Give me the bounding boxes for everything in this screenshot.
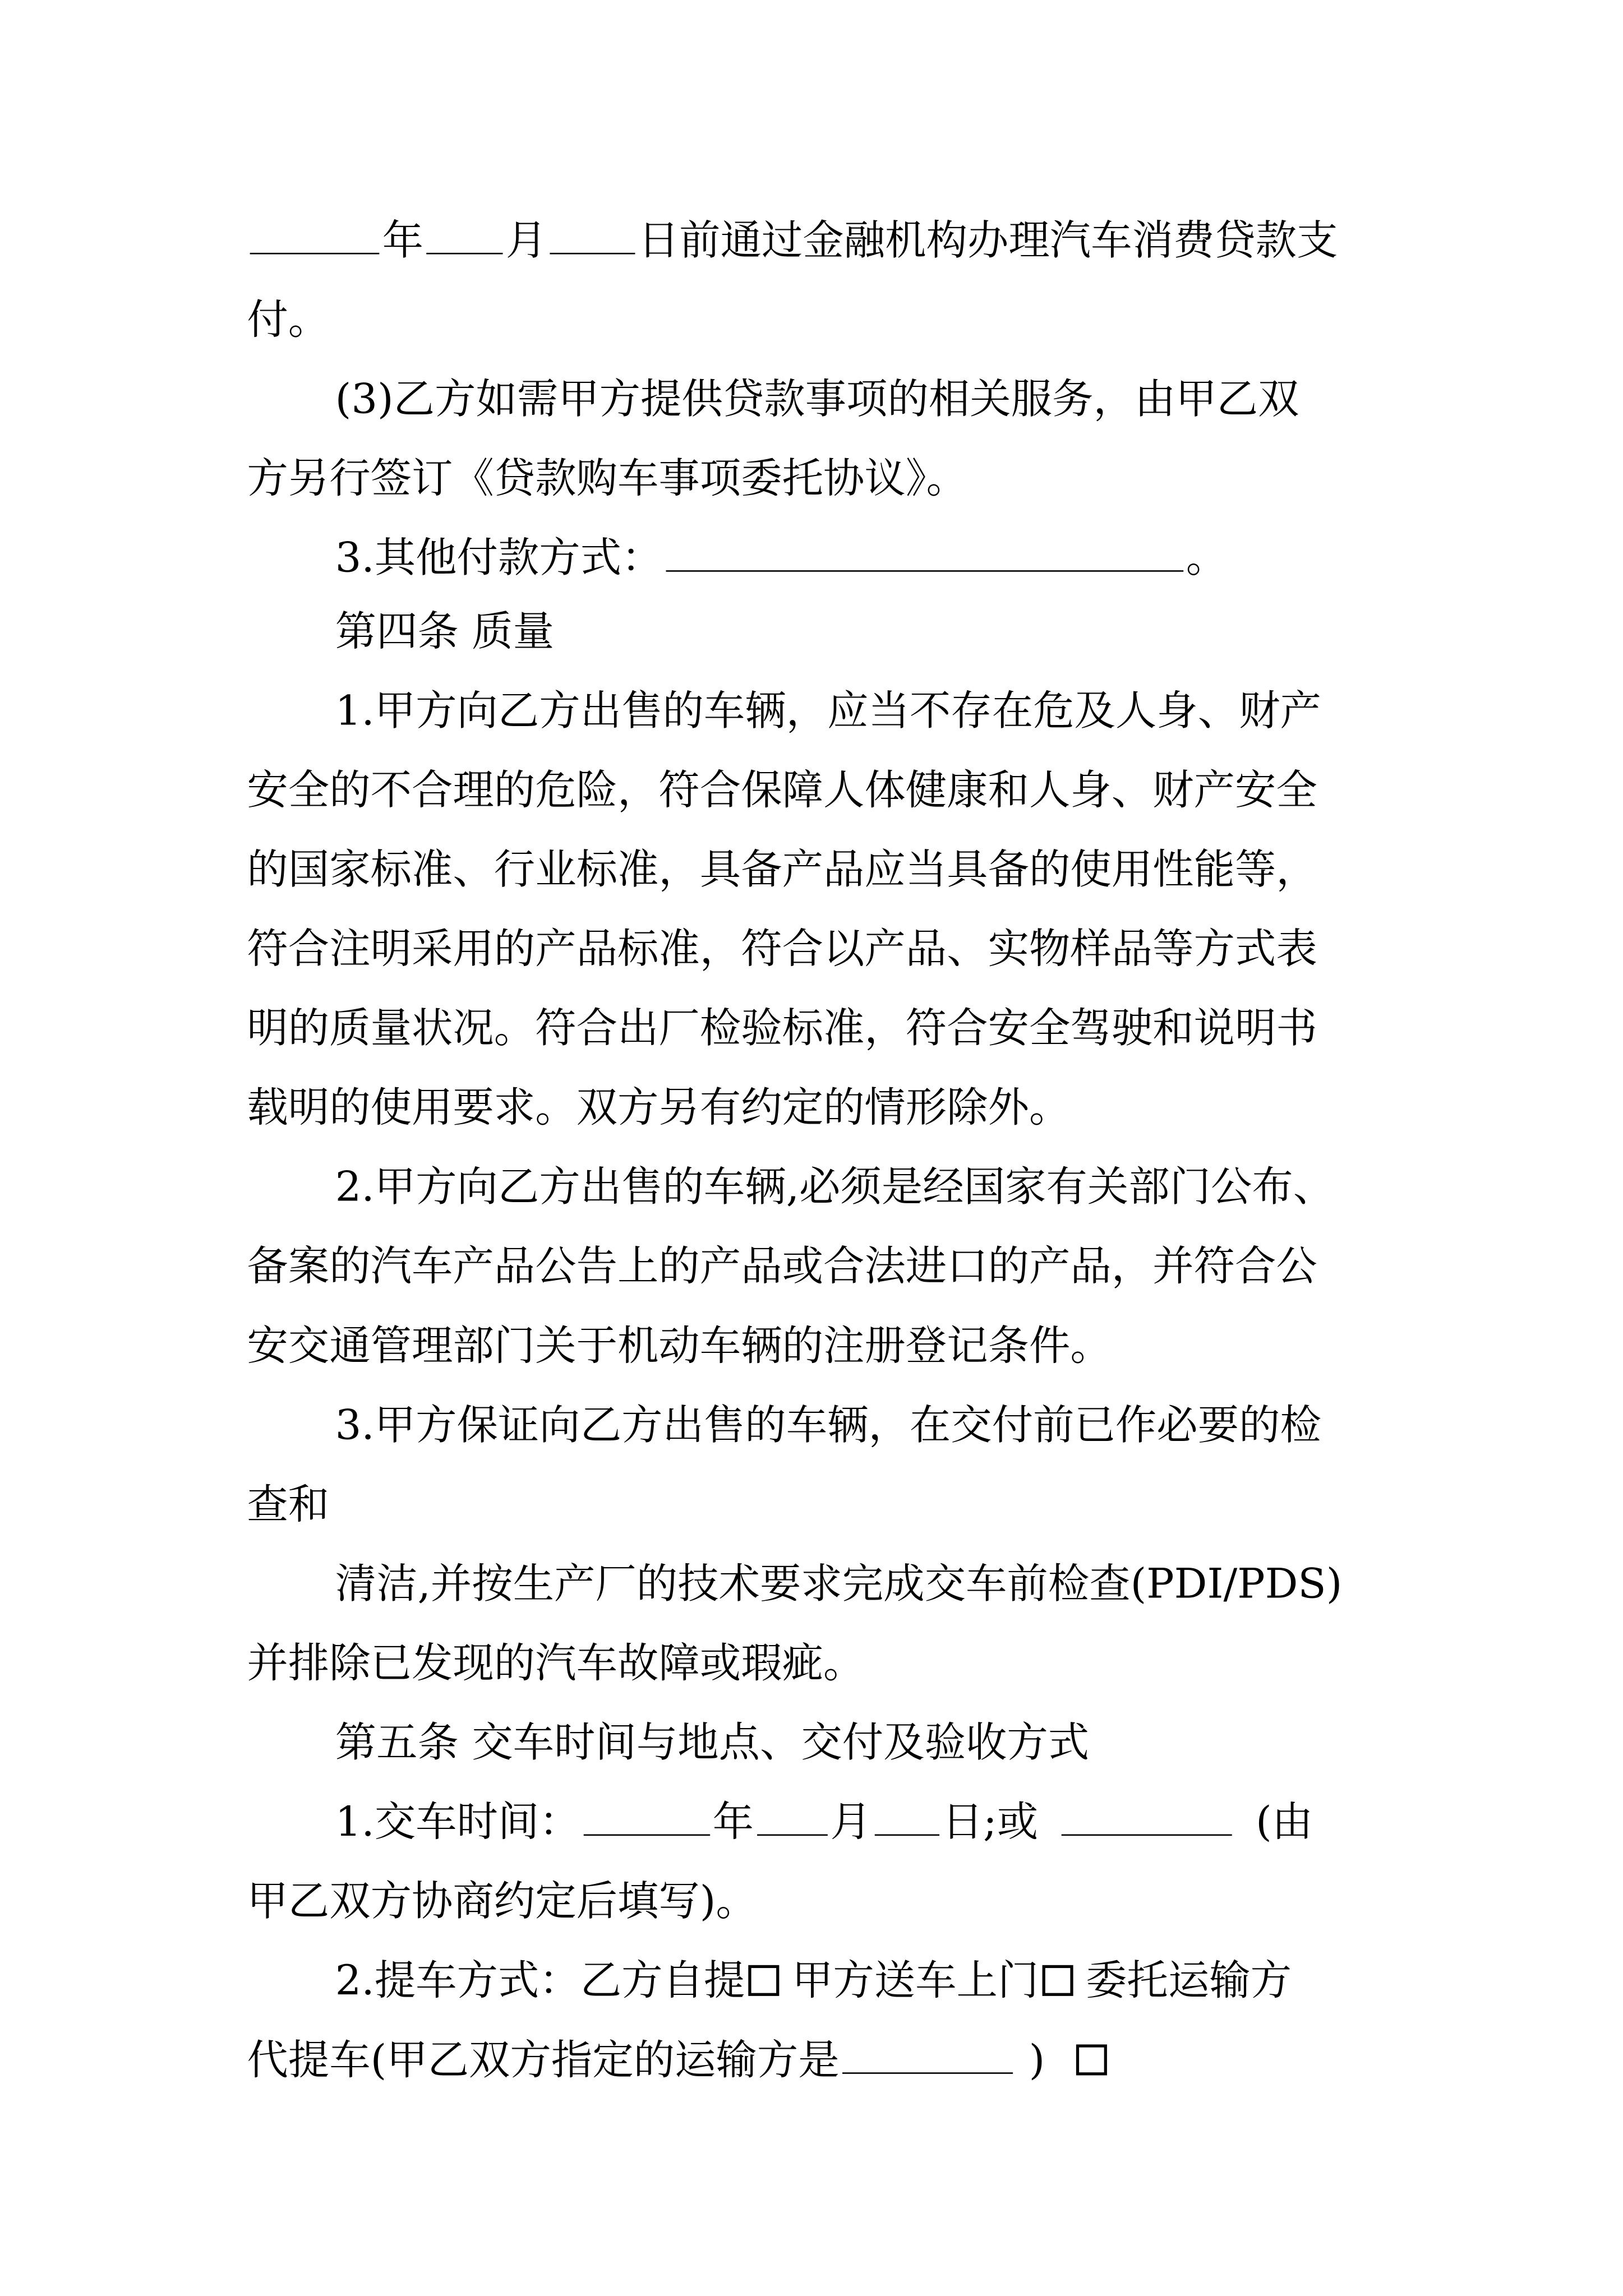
paragraph-line: 查和 bbox=[247, 1480, 330, 1529]
line-pickup-method bbox=[335, 1955, 1292, 2007]
blank-day[interactable] bbox=[550, 215, 635, 255]
paragraph-line: 付。 bbox=[247, 295, 330, 344]
text-by: (由 bbox=[1256, 1797, 1313, 1846]
paragraph-line: 符合注明采用的产品标准，符合以产品、实物样品等方式表 bbox=[247, 924, 1317, 973]
text-close-paren: ) bbox=[1029, 2035, 1045, 2085]
text-loan-sentence: 日前通过金融机构办理汽车消费贷款支 bbox=[638, 216, 1338, 265]
text-other-payment: 3.其他付款方式： bbox=[335, 533, 663, 583]
paragraph-line: 安交通管理部门关于机动车辆的注册登记条件。 bbox=[247, 1321, 1112, 1370]
text-month: 月 bbox=[505, 216, 547, 265]
section-heading-delivery: 第五条 交车时间与地点、交付及验收方式 bbox=[335, 1718, 1090, 1767]
paragraph-line: 载明的使用要求。双方另有约定的情形除外。 bbox=[247, 1083, 1071, 1132]
line-other-payment bbox=[335, 532, 1227, 585]
paragraph-line: (3)乙方如需甲方提供贷款事项的相关服务，由甲乙双 bbox=[335, 375, 1299, 423]
paragraph-line: 安全的不合理的危险，符合保障人体健康和人身、财产安全 bbox=[247, 765, 1317, 815]
paragraph-line: 方另行签订《贷款购车事项委托协议》。 bbox=[247, 454, 967, 503]
section-heading-quality: 第四条 质量 bbox=[335, 607, 555, 656]
paragraph-line: 3.甲方保证向乙方出售的车辆，在交付前已作必要的检 bbox=[335, 1401, 1321, 1449]
line-transport-party bbox=[247, 2034, 1106, 2087]
line-loan-date bbox=[247, 215, 1338, 267]
checkbox-seller-delivery[interactable] bbox=[1042, 1965, 1073, 1996]
blank-transport-party[interactable] bbox=[842, 2034, 1013, 2074]
blank-delivery-year[interactable] bbox=[583, 1796, 709, 1836]
paragraph-line: 的国家标准、行业标准，具备产品应当具备的使用性能等， bbox=[247, 845, 1317, 894]
text-period: 。 bbox=[1186, 533, 1228, 583]
blank-delivery-day[interactable] bbox=[874, 1796, 939, 1836]
checkbox-entrusted-transport[interactable] bbox=[1076, 2044, 1106, 2075]
text-pickup-self: 2.提车方式：乙方自提 bbox=[335, 1956, 745, 2005]
text-month: 月 bbox=[830, 1797, 872, 1846]
blank-other-payment[interactable] bbox=[666, 532, 1183, 572]
paragraph-line: 并排除已发现的汽车故障或瑕疵。 bbox=[247, 1638, 865, 1688]
blank-year[interactable] bbox=[250, 215, 380, 255]
text-pickup-deliver: 甲方送车上门 bbox=[791, 1956, 1039, 2005]
paragraph-line: 清洁,并按生产厂的技术要求完成交车前检查(PDI/PDS) bbox=[335, 1559, 1343, 1608]
paragraph-line: 明的质量状况。符合出厂检验标准，符合安全驾驶和说明书 bbox=[247, 1004, 1317, 1052]
line-delivery-time bbox=[335, 1796, 1313, 1849]
paragraph-line: 2.甲方向乙方出售的车辆,必须是经国家有关部门公布、 bbox=[335, 1162, 1335, 1212]
text-year: 年 bbox=[712, 1797, 754, 1846]
blank-delivery-month[interactable] bbox=[757, 1796, 827, 1836]
text-delivery-time: 1.交车时间： bbox=[335, 1797, 580, 1846]
text-pickup-entrust: 委托运输方 bbox=[1086, 1956, 1292, 2005]
paragraph-line: 甲乙双方协商约定后填写)。 bbox=[247, 1877, 757, 1926]
paragraph-line: 1.甲方向乙方出售的车辆，应当不存在危及人身、财产 bbox=[335, 686, 1321, 735]
checkbox-self-pickup[interactable] bbox=[748, 1965, 779, 1996]
paragraph-line: 备案的汽车产品公告上的产品或合法进口的产品，并符合公 bbox=[247, 1242, 1317, 1291]
text-year: 年 bbox=[382, 216, 424, 265]
text-transport-party: 代提车(甲乙双方指定的运输方是 bbox=[247, 2035, 840, 2085]
blank-delivery-other[interactable] bbox=[1062, 1796, 1232, 1836]
blank-month[interactable] bbox=[426, 215, 502, 255]
text-day-or: 日;或 bbox=[942, 1797, 1039, 1846]
